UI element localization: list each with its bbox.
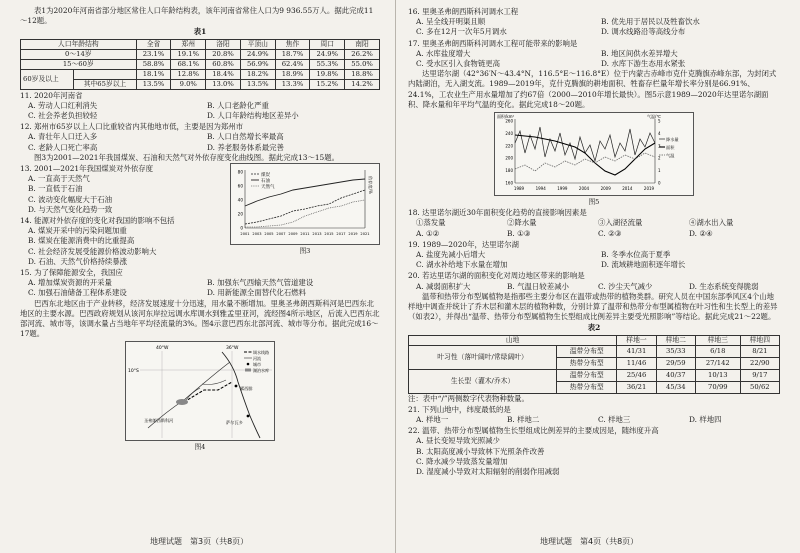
q14-option-1: B. 煤炭在能源消费中的比重提高 <box>28 236 135 246</box>
q20-option-3: D. 生态系统变得脆弱 <box>689 281 759 291</box>
table1-cell: 18.1% <box>136 69 171 79</box>
left-footer: 地理试题 第3页（共8页） <box>150 537 249 546</box>
table1-cell: 68.1% <box>171 59 206 69</box>
q20-stem: 20. 若达里诺尔湖的面积变化对周边地区带来的影响是 <box>408 271 585 281</box>
table1-cell: 18.4% <box>206 69 241 79</box>
table1-row <box>21 49 380 59</box>
q14-options <box>20 226 224 267</box>
table1-cell: 13.5% <box>136 79 171 89</box>
table1-cell: 20.8% <box>206 49 241 59</box>
question-19 <box>408 240 780 271</box>
q11-option-3: D. 人口年龄结构地区差异小 <box>207 111 299 121</box>
fig5-ytick-left: 260 <box>505 118 513 124</box>
table1-cell: 56.9% <box>240 59 275 69</box>
fig4-legend-river: 河流 <box>253 356 261 362</box>
table1-cell: 24.9% <box>240 49 275 59</box>
fig4-caption: 图4 <box>194 443 206 452</box>
fig4-lon-36w: 36°W <box>226 346 239 352</box>
q13-options <box>20 174 224 215</box>
question-20 <box>408 271 780 291</box>
table2-cell: 11/46 <box>617 357 656 369</box>
table1-cell: 24.9% <box>310 49 345 59</box>
q19-option-2: C. 湖水补给地下水量在增加 <box>416 260 508 270</box>
fig5-xtick: 2014 <box>622 186 633 192</box>
table1-cell: 18.9% <box>275 69 310 79</box>
q21-option-3: D. 样地四 <box>689 415 722 425</box>
q17-option-0: A. 水库盐度增大 <box>416 48 471 58</box>
q16-stem: 16. 里奥圣弗朗西斯科河调水工程 <box>408 7 519 16</box>
table2-cell: 22/90 <box>740 357 779 369</box>
q12-option-2: C. 老龄人口死亡率高 <box>28 142 98 152</box>
table2-cell: 45/34 <box>656 381 695 393</box>
q15-option-0: A. 增加煤炭资源的开采量 <box>28 278 112 288</box>
q13-option-2: C. 波动变化幅度大于石油 <box>28 194 112 204</box>
fig3-xtick: 2015 <box>324 232 334 237</box>
question-11 <box>20 91 380 122</box>
table1-label-cell <box>74 69 136 79</box>
q13-option-3: D. 与天然气变化趋势一致 <box>28 204 113 214</box>
table2-cell: 41/31 <box>617 345 656 357</box>
fig5-legend-temp: 气温 <box>666 153 675 159</box>
table2-cell: 25/46 <box>617 369 656 381</box>
figure-4-map <box>125 341 275 441</box>
question-21 <box>408 405 780 425</box>
table1-cell: 9.0% <box>171 79 206 89</box>
table2-header-cell: 样地四 <box>740 335 779 345</box>
table1-row <box>21 59 380 69</box>
table2-group-cell: 生长型（灌木/乔木） <box>409 369 557 393</box>
intro-21-22: 温带和热带分布型属植物是指那些主要分布区在温带或热带的植物类群。研究人员在中国东部季风区4个山地样地中调查并统计了乔木层和灌木层的植物种数，分别计算了温带和热带分布型属植物在叶习性和生长型上的差异（如表2），并得出“温带、热带分布型属植物生长型组成比例差异主要受光照影响”等结论。据此完成21～22题。 <box>408 291 778 322</box>
table1-group-cell: 60岁及以上 <box>21 69 74 89</box>
fig4-place-recife: 累西腓 <box>240 386 253 392</box>
q18-stem: 18. 达里诺尔湖近30年面积变化趋势的直接影响因素是 <box>408 208 587 218</box>
q17-option-3: D. 水库下游生态用水紧张 <box>601 59 686 69</box>
table1-cell: 58.8% <box>136 59 171 69</box>
fig5-ylabel-left: 面积/km² <box>497 114 515 120</box>
q16-option-1: B. 优先用于居民以及牲畜饮水 <box>601 17 700 27</box>
fig3-xtick: 2017 <box>336 232 346 237</box>
fig5-xtick: 1999 <box>557 186 568 192</box>
right-footer: 地理试题 第4页（共8页） <box>540 537 639 546</box>
table1-cell: 60.8% <box>206 59 241 69</box>
q18-subitem-3: ④湖水出入量 <box>689 218 734 228</box>
fig5-legend-area: 面积 <box>666 145 675 151</box>
fig3-xtick: 2011 <box>300 232 310 237</box>
q11-option-1: B. 人口老龄化严重 <box>207 100 269 110</box>
table1-header-cell: 全省 <box>136 39 171 49</box>
q15-options <box>20 278 380 298</box>
fig5-ytick-right: 5 <box>658 118 661 124</box>
table2-caption: 表2 <box>587 323 601 333</box>
table2-cell: 6/18 <box>695 345 740 357</box>
question-17 <box>408 39 780 70</box>
q18-option-3: D. ②④ <box>689 228 713 238</box>
fig5-ytick-left: 200 <box>505 155 513 161</box>
q20-option-1: B. 气温日较差减小 <box>507 281 569 291</box>
fig3-ytick: 20 <box>237 211 243 217</box>
q22-option-0: A. 昼长变短导致光照减少 <box>416 436 500 446</box>
fig5-legend-precip: 降水量 <box>666 137 679 143</box>
fig3-caption: 图3 <box>299 247 311 256</box>
question-13 <box>20 164 224 215</box>
question-18 <box>408 208 780 239</box>
fig4-lon-40w: 40°W <box>156 346 169 352</box>
q20-option-2: C. 沙尘天气减少 <box>598 281 653 291</box>
table1-cell: 19.8% <box>310 69 345 79</box>
q22-stem: 22. 温带、热带分布型属植物生长型组成比例差异的主要成因是，随纬度升高 <box>408 426 659 436</box>
table1-label-cell: 0～14岁 <box>21 49 137 59</box>
fig3-ytick: 60 <box>237 183 243 189</box>
fig5-ytick-left: 160 <box>505 180 513 186</box>
table1-header-cell: 焦作 <box>275 39 310 49</box>
intro-13-15: 图3为2001—2021年我国煤炭、石油和天然气对外依存度变化曲线图。据此完成13～15题。 <box>34 152 340 162</box>
q22-option-2: C. 降水减少导致蒸发量增加 <box>416 456 508 466</box>
fig4-place-salvador: 萨尔瓦多 <box>226 420 243 426</box>
question-22 <box>408 426 780 477</box>
q21-stem: 21. 下列山地中，纬度最低的是 <box>408 404 511 414</box>
table2-row <box>409 345 780 357</box>
q19-options <box>408 250 780 270</box>
fig5-xtick: 2004 <box>578 186 590 192</box>
fig5-xtick: 1994 <box>535 186 546 192</box>
table2-cell: 70/99 <box>695 381 740 393</box>
fig4-legend-city: 城市 <box>253 362 261 368</box>
q17-option-2: C. 受水区引入食物链更高 <box>416 59 500 69</box>
table2 <box>408 335 780 394</box>
table1-label-cell: 15～60岁 <box>21 59 137 69</box>
q15-option-3: D. 用新能源全面替代化石燃料 <box>207 288 307 298</box>
table2-header-cell: 样地二 <box>656 335 695 345</box>
q19-option-1: B. 冬季水位高于夏季 <box>601 250 671 260</box>
table2-cell: 36/21 <box>617 381 656 393</box>
q13-stem: 13. 2001—2021年我国煤炭对外依存度 <box>20 164 154 174</box>
fig4-place-river: 圣弗朗西斯科河 <box>144 418 174 424</box>
table2-type-cell: 温带分布型 <box>557 369 617 381</box>
fig3-legend-coal: 煤炭 <box>261 173 270 179</box>
q14-option-2: C. 社会经济发展受能源价格波动影响大 <box>28 246 157 256</box>
q12-options <box>20 132 380 152</box>
table2-cell: 40/37 <box>656 369 695 381</box>
right-page <box>408 6 780 477</box>
q15-option-2: C. 加强石油储备工程体系建设 <box>28 288 127 298</box>
table1-cell: 13.3% <box>275 79 310 89</box>
fig5-ytick-right: 4 <box>658 130 661 136</box>
question-16 <box>408 7 780 38</box>
q21-option-0: A. 样地一 <box>416 415 449 425</box>
fig3-xtick: 2009 <box>288 232 298 237</box>
table1-header-cell: 周口 <box>310 39 345 49</box>
fig3-xtick: 2005 <box>264 232 274 237</box>
table1 <box>20 39 380 90</box>
q21-options <box>408 415 780 425</box>
question-14 <box>20 216 224 267</box>
table2-cell: 50/62 <box>740 381 779 393</box>
table1-header-cell: 人口年龄结构 <box>21 39 137 49</box>
table2-cell: 29/59 <box>656 357 695 369</box>
fig5-ytick-right: 3 <box>658 143 661 149</box>
table1-cell: 55.0% <box>345 59 380 69</box>
q18-option-1: B. ①③ <box>507 228 531 238</box>
fig5-ytick-right: 2 <box>658 155 661 161</box>
q18-subitem-1: ②降水量 <box>507 218 537 228</box>
table2-row <box>409 369 780 381</box>
question-12 <box>20 122 380 153</box>
table2-cell: 27/142 <box>695 357 740 369</box>
intro-11-12: 表1为2020年河南省部分地区常住人口年龄结构表，该年河南省常住人口为9 936.55万人。据此完成11～12题。 <box>20 6 374 26</box>
table2-group-cell: 叶习性（落叶阔叶/常绿阔叶） <box>409 345 557 369</box>
table2-cell: 10/13 <box>695 369 740 381</box>
fig3-xtick: 2003 <box>252 232 262 237</box>
table2-cell: 35/33 <box>656 345 695 357</box>
q18-option-0: A. ①② <box>416 228 440 238</box>
fig4-lat-10s: 10°S <box>128 369 139 375</box>
q12-option-1: B. 人口自然增长率最高 <box>207 132 284 142</box>
q19-option-0: A. 盐度先减小后增大 <box>416 250 486 260</box>
q14-option-0: A. 煤炭开采中的污染问题加重 <box>28 226 127 236</box>
q19-stem: 19. 1989—2020年，达里诺尔湖 <box>408 239 519 249</box>
table1-header-cell: 平顶山 <box>240 39 275 49</box>
q15-stem: 15. 为了保障能源安全，我国应 <box>20 268 123 278</box>
table1-cell: 18.2% <box>240 69 275 79</box>
table1-cell: 12.8% <box>171 69 206 79</box>
q13-option-0: A. 一直高于天然气 <box>28 174 90 184</box>
table2-type-cell: 温带分布型 <box>557 345 617 357</box>
left-page <box>20 6 380 453</box>
table2-note: 注：表中“/”两侧数字代表物种数量。 <box>408 393 529 403</box>
q16-option-0: A. 呈全线开明渠且顺 <box>416 17 486 27</box>
q14-stem: 14. 能源对外依存度的变化对我国的影响不包括 <box>20 216 175 226</box>
fig5-ytick-left: 220 <box>505 143 513 149</box>
q17-stem: 17. 里奥圣弗朗西斯科河调水工程可能带来的影响是 <box>408 38 578 48</box>
q22-option-1: B. 太阳高度减小导致林下光照条件改善 <box>416 446 545 456</box>
q18-option-2: C. ②③ <box>598 228 622 238</box>
table2-type-cell: 热带分布型 <box>557 381 617 393</box>
intro-18-20: 达里诺尔湖（42°36′N～43.4°N，116.5°E～116.8°E）位于内蒙古赤峰市克什克腾旗赤峰东部，为封闭式内陆湖泊，无入湖支流。1989—2019年，克什克腾旗的耕地面积、牲畜存栏量年增长率分别是66.91%、24.1%，工农业生产用水量增加了约67倍（2000—2010年增长最快）。图5示意1989—2020年达里诺尔湖面积、降水量和年平均气温的变化。据此完成18～20题。 <box>408 69 777 109</box>
q18-subitem-0: ①蒸发量 <box>416 218 446 228</box>
table2-header-cell: 山地 <box>409 335 617 345</box>
q19-option-3: D. 流域耕地面积逐年增长 <box>601 260 686 270</box>
table1-cell: 15.2% <box>310 79 345 89</box>
table2-type-cell: 热带分布型 <box>557 357 617 369</box>
q18-subitem-2: ③入湖径流量 <box>598 218 643 228</box>
fig5-ytick-right: 1 <box>658 168 661 174</box>
fig3-xtick: 2001 <box>240 232 250 237</box>
fig5-xtick: 2009 <box>600 186 611 192</box>
table2-cell: 8/21 <box>740 345 779 357</box>
table1-cell: 13.0% <box>206 79 241 89</box>
q16-options <box>408 17 780 37</box>
table1-cell: 55.3% <box>310 59 345 69</box>
q14-option-3: D. 石油、天然气价格持续暴涨 <box>28 256 128 266</box>
fig3-ytick: 80 <box>237 169 243 175</box>
figure-3-chart <box>230 163 380 245</box>
q20-options <box>408 282 780 292</box>
table1-cell: 26.2% <box>345 49 380 59</box>
page-divider <box>395 0 396 553</box>
q18-subitems <box>408 218 780 228</box>
table1-row <box>21 69 380 79</box>
fig3-ylabel: 依存度/% <box>368 176 373 194</box>
q11-options <box>20 101 380 121</box>
q20-option-0: A. 减弱面积扩大 <box>416 281 471 291</box>
fig3-legend-oil: 石油 <box>261 179 270 185</box>
table2-header-cell: 样地三 <box>695 335 740 345</box>
q16-option-2: C. 多在12月一次年5月调水 <box>416 27 507 37</box>
fig3-xtick: 2013 <box>312 232 322 237</box>
fig4-legend-lake: 湖泊水库 <box>253 368 269 374</box>
q22-option-3: D. 湿度减小导致对太阳辐射的削弱作用减弱 <box>416 467 560 477</box>
q17-option-1: B. 地区间供水差异增大 <box>601 48 678 58</box>
fig5-xtick: 2019 <box>643 186 655 192</box>
fig3-ytick: 0 <box>240 225 243 231</box>
q16-option-3: D. 调水线路沿等高线分布 <box>601 27 686 37</box>
table1-cell: 18.8% <box>345 69 380 79</box>
q22-options <box>408 436 780 477</box>
fig3-ytick: 40 <box>237 197 243 203</box>
table2-cell: 9/17 <box>740 369 779 381</box>
fig5-ylabel-right: 气温/℃ <box>647 114 661 120</box>
intro-16-17: 巴西东北地区由于产业转移，经济发展速度十分迅速，用水量不断增加。里奥圣弗朗西斯科河是巴西东北地区的主要水源。巴西政府规划从该河东岸拉远调水库调水到雅孟里亚河，流经图4所示地区，后流入巴西东北部河流、城市等，该调水量占当地年平均径流量的3%。图4示意巴西东北部河流、城市等分布。据此完成16～17题。 <box>20 298 380 339</box>
q21-option-1: B. 样地二 <box>507 415 540 425</box>
table1-cell: 19.1% <box>171 49 206 59</box>
fig5-xtick: 1989 <box>513 186 525 192</box>
table1-header-cell: 洛阳 <box>206 39 241 49</box>
table1-header-cell: 南阳 <box>345 39 380 49</box>
fig5-ytick-left: 180 <box>505 168 513 174</box>
q11-option-0: A. 劳动人口红利消失 <box>28 100 98 110</box>
table1-cell: 23.1% <box>136 49 171 59</box>
q11-stem: 11. 2020年河南省 <box>20 90 83 100</box>
fig5-ytick-right: 0 <box>658 180 661 186</box>
q12-option-3: D. 养老服务体系最完善 <box>207 142 284 152</box>
q12-option-0: A. 青壮年人口迁入多 <box>28 132 98 142</box>
q18-options <box>408 229 780 239</box>
fig3-xtick: 2019 <box>348 232 358 237</box>
table1-header-cell: 郑州 <box>171 39 206 49</box>
fig3-xtick: 2007 <box>276 232 286 237</box>
table1-row <box>21 79 380 89</box>
table1-cell: 14.2% <box>345 79 380 89</box>
fig5-ytick-left: 240 <box>505 130 513 136</box>
question-15 <box>20 268 380 299</box>
table2-header-cell: 样地一 <box>617 335 656 345</box>
table1-cell: 18.7% <box>275 49 310 59</box>
table1-label-cell: 其中65岁以上 <box>74 79 136 89</box>
figure-5-chart <box>494 112 694 196</box>
q15-option-1: B. 加强东气西输天然气管道建设 <box>207 278 314 288</box>
q17-options <box>408 49 780 69</box>
q12-stem: 12. 郑州市65岁以上人口比重较省内其他地市低，主要是因为郑州市 <box>20 122 244 132</box>
fig5-caption: 图5 <box>588 198 600 207</box>
q11-option-2: C. 社会养老负担较轻 <box>28 111 98 121</box>
table1-cell: 13.5% <box>240 79 275 89</box>
q21-option-2: C. 样地三 <box>598 415 631 425</box>
fig4-legend-route: 调水线路 <box>253 350 269 356</box>
fig3-legend-gas: 天然气 <box>261 185 275 191</box>
q13-option-1: B. 一直低于石油 <box>28 184 83 194</box>
table1-cell: 62.4% <box>275 59 310 69</box>
table1-caption: 表1 <box>193 27 207 37</box>
fig3-xtick: 2021 <box>360 232 370 237</box>
